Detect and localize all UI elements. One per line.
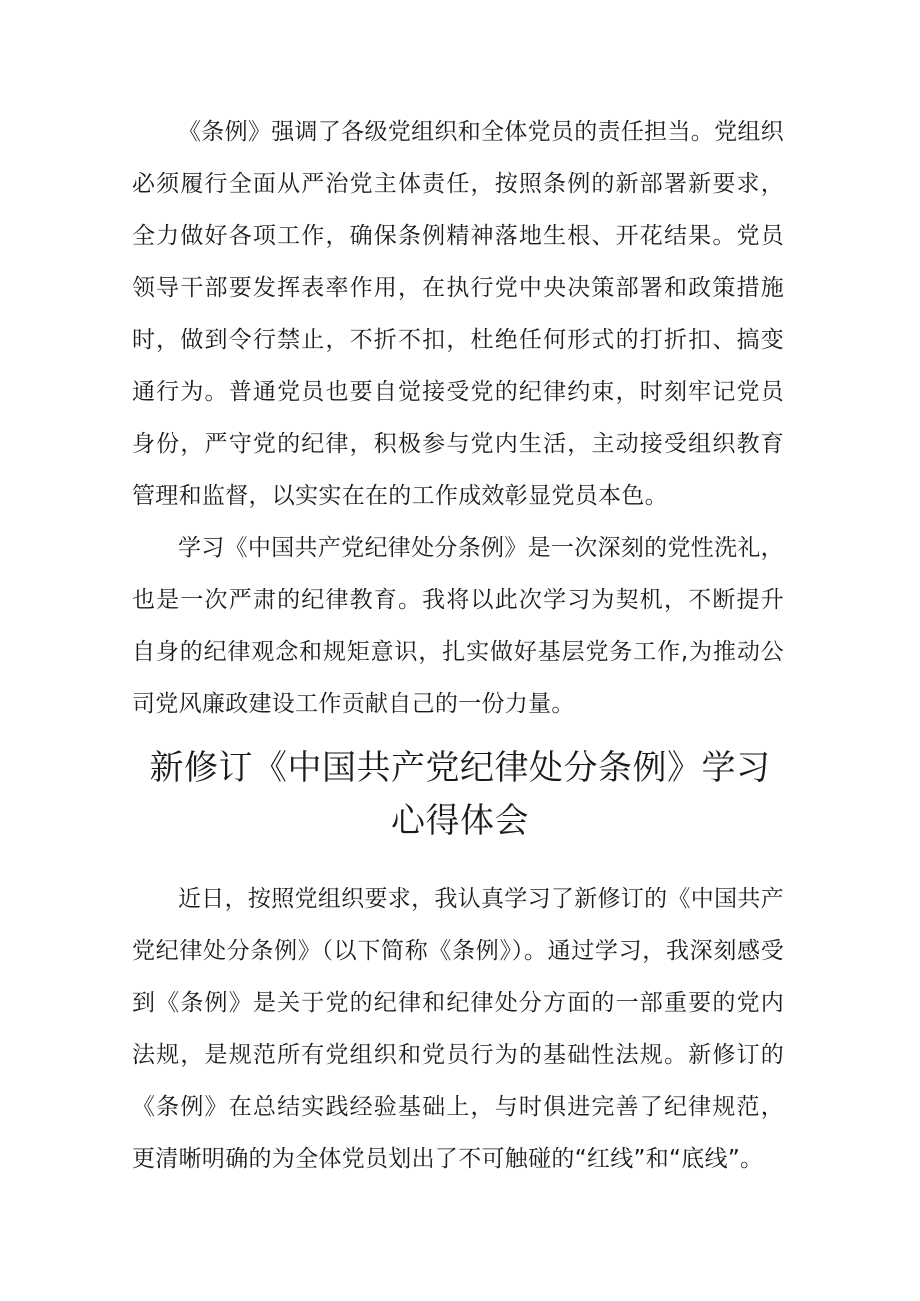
body-paragraph: 《条例》强调了各级党组织和全体党员的责任担当。党组织必须履行全面从严治党主体责任，按照条例的新部署新要求，全力做好各项工作，确保条例精神落地生根、开花结果。党员领导干部要发挥表率作用，在执行党中央决策部署和政策措施时，做到令行禁止，不折不扣，杜绝任何形式的打折扣、搞变通行为。普通党员也要自觉接受党的纪律约束，时刻牢记党员身份，严守党的纪律，积极参与党内生活，主动接受组织教育管理和监督，以实实在在的工作成效彰显党员本色。 bbox=[132, 119, 784, 509]
body-section-bottom bbox=[132, 873, 784, 1185]
body-section-top bbox=[132, 106, 784, 730]
article-title-line-2: 心得体会 bbox=[391, 801, 529, 841]
article-title-line-1: 新修订《中国共产党纪律处分条例》学习 bbox=[149, 748, 771, 788]
body-paragraph: 近日，按照党组织要求，我认真学习了新修订的《中国共产党纪律处分条例》（以下简称《条例》）。通过学习，我深刻感受到《条例》是关于党的纪律和纪律处分方面的一部重要的党内法规，是规范所有党组织和党员行为的基础性法规。新修订的《条例》在总结实践经验基础上，与时俱进完善了纪律规范，更清晰明确的为全体党员划出了不可触碰的“红线”和“底线”。 bbox=[132, 886, 784, 1172]
body-paragraph: 学习《中国共产党纪律处分条例》是一次深刻的党性洗礼，也是一次严肃的纪律教育。我将以此次学习为契机，不断提升自身的纪律观念和规矩意识，扎实做好基层党务工作,为推动公司党风廉政建设工作贡献自己的一份力量。 bbox=[132, 535, 784, 717]
article-title bbox=[100, 742, 820, 848]
